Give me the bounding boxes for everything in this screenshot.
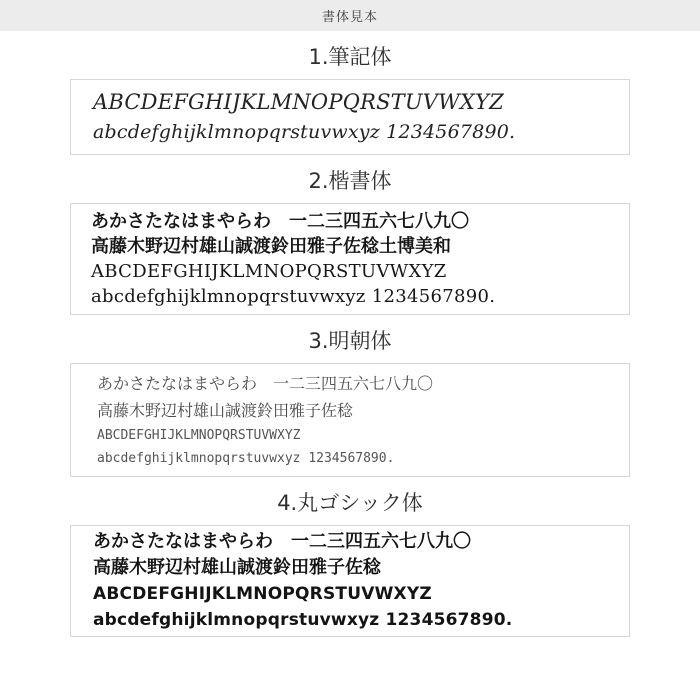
sample-box-mincho (70, 363, 630, 477)
section-title-maru-gothic: 4.丸ゴシック体 (277, 491, 423, 515)
sample-box-maru-gothic (70, 525, 630, 637)
section-title-mincho: 3.明朝体 (308, 329, 392, 353)
sample-line: ABCDEFGHIJKLMNOPQRSTUVWXYZ (91, 261, 447, 282)
section-kaisho (0, 155, 700, 315)
page-header (0, 0, 700, 31)
sample-line: abcdefghijklmnopqrstuvwxyz 1234567890. (97, 451, 395, 466)
section-title-kaisho: 2.楷書体 (308, 169, 392, 193)
sample-line: ABCDEFGHIJKLMNOPQRSTUVWXYZ (93, 90, 504, 114)
sample-line: ABCDEFGHIJKLMNOPQRSTUVWXYZ (97, 428, 301, 443)
sample-line: abcdefghijklmnopqrstuvwxyz 1234567890. (93, 121, 516, 143)
sample-line: あかさたなはまやらわ 一二三四五六七八九〇 (97, 374, 434, 393)
section-maru-gothic (0, 477, 700, 637)
sample-box-script (70, 79, 630, 155)
sample-line: あかさたなはまやらわ 一二三四五六七八九〇 (91, 211, 469, 232)
page-title: 書体見本 (321, 10, 378, 25)
sample-line: abcdefghijklmnopqrstuvwxyz 1234567890. (93, 610, 513, 630)
sample-box-kaisho (70, 203, 630, 315)
sample-line: 高藤木野辺村雄山誠渡鈴田雅子佐稔土博美和 (91, 236, 451, 257)
sample-line: ABCDEFGHIJKLMNOPQRSTUVWXYZ (93, 584, 432, 604)
section-mincho (0, 315, 700, 477)
sample-line: 高藤木野辺村雄山誠渡鈴田雅子佐稔 (97, 401, 354, 420)
section-title-script: 1.筆記体 (308, 45, 392, 69)
sample-line: あかさたなはまやらわ 一二三四五六七八九〇 (93, 531, 471, 552)
sample-line: 高藤木野辺村雄山誠渡鈴田雅子佐稔 (93, 557, 381, 578)
section-script (0, 31, 700, 155)
sample-line: abcdefghijklmnopqrstuvwxyz 1234567890. (91, 286, 496, 307)
